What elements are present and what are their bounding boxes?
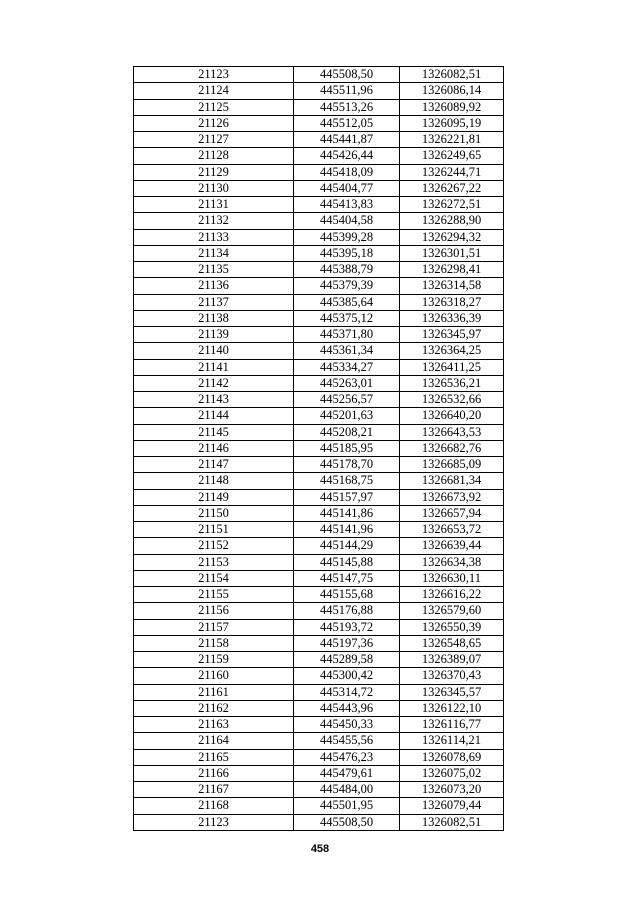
table-row bbox=[134, 343, 504, 359]
table-row bbox=[134, 522, 504, 538]
y-coordinate-cell: 1326336,39 bbox=[400, 310, 504, 326]
x-coordinate-cell: 445208,21 bbox=[294, 424, 400, 440]
table-row bbox=[134, 245, 504, 261]
table-row bbox=[134, 733, 504, 749]
point-number-cell: 21127 bbox=[134, 132, 294, 148]
x-coordinate-cell: 445426,44 bbox=[294, 148, 400, 164]
y-coordinate-cell: 1326685,09 bbox=[400, 457, 504, 473]
y-coordinate-cell: 1326370,43 bbox=[400, 668, 504, 684]
table-row bbox=[134, 213, 504, 229]
x-coordinate-cell: 445289,58 bbox=[294, 652, 400, 668]
x-coordinate-cell: 445418,09 bbox=[294, 164, 400, 180]
point-number-cell: 21128 bbox=[134, 148, 294, 164]
x-coordinate-cell: 445263,01 bbox=[294, 375, 400, 391]
x-coordinate-cell: 445371,80 bbox=[294, 327, 400, 343]
point-number-cell: 21130 bbox=[134, 180, 294, 196]
y-coordinate-cell: 1326249,65 bbox=[400, 148, 504, 164]
y-coordinate-cell: 1326536,21 bbox=[400, 375, 504, 391]
x-coordinate-cell: 445379,39 bbox=[294, 278, 400, 294]
table-row bbox=[134, 262, 504, 278]
x-coordinate-cell: 445176,88 bbox=[294, 603, 400, 619]
table-row bbox=[134, 473, 504, 489]
x-coordinate-cell: 445168,75 bbox=[294, 473, 400, 489]
point-number-cell: 21150 bbox=[134, 505, 294, 521]
x-coordinate-cell: 445484,00 bbox=[294, 782, 400, 798]
x-coordinate-cell: 445361,34 bbox=[294, 343, 400, 359]
y-coordinate-cell: 1326079,44 bbox=[400, 798, 504, 814]
point-number-cell: 21134 bbox=[134, 245, 294, 261]
y-coordinate-cell: 1326086,14 bbox=[400, 83, 504, 99]
table-row bbox=[134, 538, 504, 554]
table-row bbox=[134, 148, 504, 164]
point-number-cell: 21147 bbox=[134, 457, 294, 473]
x-coordinate-cell: 445147,75 bbox=[294, 570, 400, 586]
x-coordinate-cell: 445441,87 bbox=[294, 132, 400, 148]
point-number-cell: 21133 bbox=[134, 229, 294, 245]
point-number-cell: 21123 bbox=[134, 814, 294, 830]
point-number-cell: 21162 bbox=[134, 700, 294, 716]
y-coordinate-cell: 1326301,51 bbox=[400, 245, 504, 261]
table-row bbox=[134, 700, 504, 716]
x-coordinate-cell: 445193,72 bbox=[294, 619, 400, 635]
x-coordinate-cell: 445512,05 bbox=[294, 115, 400, 131]
y-coordinate-cell: 1326095,19 bbox=[400, 115, 504, 131]
y-coordinate-cell: 1326643,53 bbox=[400, 424, 504, 440]
x-coordinate-cell: 445508,50 bbox=[294, 814, 400, 830]
table-row bbox=[134, 278, 504, 294]
point-number-cell: 21138 bbox=[134, 310, 294, 326]
table-row bbox=[134, 132, 504, 148]
y-coordinate-cell: 1326640,20 bbox=[400, 408, 504, 424]
x-coordinate-cell: 445300,42 bbox=[294, 668, 400, 684]
x-coordinate-cell: 445145,88 bbox=[294, 554, 400, 570]
x-coordinate-cell: 445185,95 bbox=[294, 440, 400, 456]
coordinates-table-body bbox=[134, 67, 504, 831]
table-row bbox=[134, 635, 504, 651]
x-coordinate-cell: 445201,63 bbox=[294, 408, 400, 424]
y-coordinate-cell: 1326114,21 bbox=[400, 733, 504, 749]
y-coordinate-cell: 1326634,38 bbox=[400, 554, 504, 570]
table-row bbox=[134, 619, 504, 635]
x-coordinate-cell: 445399,28 bbox=[294, 229, 400, 245]
table-row bbox=[134, 229, 504, 245]
point-number-cell: 21157 bbox=[134, 619, 294, 635]
y-coordinate-cell: 1326681,34 bbox=[400, 473, 504, 489]
table-row bbox=[134, 717, 504, 733]
table-row bbox=[134, 457, 504, 473]
y-coordinate-cell: 1326089,92 bbox=[400, 99, 504, 115]
table-row bbox=[134, 570, 504, 586]
point-number-cell: 21148 bbox=[134, 473, 294, 489]
point-number-cell: 21145 bbox=[134, 424, 294, 440]
table-row bbox=[134, 798, 504, 814]
point-number-cell: 21144 bbox=[134, 408, 294, 424]
y-coordinate-cell: 1326082,51 bbox=[400, 814, 504, 830]
point-number-cell: 21146 bbox=[134, 440, 294, 456]
y-coordinate-cell: 1326078,69 bbox=[400, 749, 504, 765]
y-coordinate-cell: 1326364,25 bbox=[400, 343, 504, 359]
table-row bbox=[134, 310, 504, 326]
y-coordinate-cell: 1326550,39 bbox=[400, 619, 504, 635]
table-row bbox=[134, 67, 504, 83]
x-coordinate-cell: 445413,83 bbox=[294, 197, 400, 213]
x-coordinate-cell: 445476,23 bbox=[294, 749, 400, 765]
table-row bbox=[134, 489, 504, 505]
y-coordinate-cell: 1326267,22 bbox=[400, 180, 504, 196]
y-coordinate-cell: 1326657,94 bbox=[400, 505, 504, 521]
point-number-cell: 21132 bbox=[134, 213, 294, 229]
y-coordinate-cell: 1326411,25 bbox=[400, 359, 504, 375]
x-coordinate-cell: 445404,58 bbox=[294, 213, 400, 229]
y-coordinate-cell: 1326630,11 bbox=[400, 570, 504, 586]
point-number-cell: 21142 bbox=[134, 375, 294, 391]
table-row bbox=[134, 749, 504, 765]
x-coordinate-cell: 445508,50 bbox=[294, 67, 400, 83]
x-coordinate-cell: 445314,72 bbox=[294, 684, 400, 700]
table-row bbox=[134, 554, 504, 570]
point-number-cell: 21154 bbox=[134, 570, 294, 586]
point-number-cell: 21165 bbox=[134, 749, 294, 765]
table-row bbox=[134, 505, 504, 521]
point-number-cell: 21158 bbox=[134, 635, 294, 651]
x-coordinate-cell: 445197,36 bbox=[294, 635, 400, 651]
point-number-cell: 21153 bbox=[134, 554, 294, 570]
table-row bbox=[134, 668, 504, 684]
y-coordinate-cell: 1326272,51 bbox=[400, 197, 504, 213]
x-coordinate-cell: 445388,79 bbox=[294, 262, 400, 278]
x-coordinate-cell: 445256,57 bbox=[294, 392, 400, 408]
point-number-cell: 21152 bbox=[134, 538, 294, 554]
y-coordinate-cell: 1326294,32 bbox=[400, 229, 504, 245]
page-number: 458 bbox=[310, 843, 330, 855]
x-coordinate-cell: 445157,97 bbox=[294, 489, 400, 505]
table-row bbox=[134, 765, 504, 781]
x-coordinate-cell: 445511,96 bbox=[294, 83, 400, 99]
table-row bbox=[134, 603, 504, 619]
y-coordinate-cell: 1326314,58 bbox=[400, 278, 504, 294]
table-row bbox=[134, 684, 504, 700]
point-number-cell: 21141 bbox=[134, 359, 294, 375]
table-row bbox=[134, 814, 504, 830]
x-coordinate-cell: 445144,29 bbox=[294, 538, 400, 554]
table-row bbox=[134, 424, 504, 440]
point-number-cell: 21167 bbox=[134, 782, 294, 798]
point-number-cell: 21129 bbox=[134, 164, 294, 180]
point-number-cell: 21164 bbox=[134, 733, 294, 749]
table-row bbox=[134, 164, 504, 180]
point-number-cell: 21131 bbox=[134, 197, 294, 213]
y-coordinate-cell: 1326298,41 bbox=[400, 262, 504, 278]
y-coordinate-cell: 1326548,65 bbox=[400, 635, 504, 651]
y-coordinate-cell: 1326318,27 bbox=[400, 294, 504, 310]
x-coordinate-cell: 445450,33 bbox=[294, 717, 400, 733]
x-coordinate-cell: 445513,26 bbox=[294, 99, 400, 115]
y-coordinate-cell: 1326244,71 bbox=[400, 164, 504, 180]
table-row bbox=[134, 99, 504, 115]
x-coordinate-cell: 445455,56 bbox=[294, 733, 400, 749]
table-row bbox=[134, 408, 504, 424]
x-coordinate-cell: 445479,61 bbox=[294, 765, 400, 781]
table-row bbox=[134, 359, 504, 375]
point-number-cell: 21159 bbox=[134, 652, 294, 668]
y-coordinate-cell: 1326389,07 bbox=[400, 652, 504, 668]
x-coordinate-cell: 445141,86 bbox=[294, 505, 400, 521]
y-coordinate-cell: 1326288,90 bbox=[400, 213, 504, 229]
y-coordinate-cell: 1326221,81 bbox=[400, 132, 504, 148]
table-row bbox=[134, 652, 504, 668]
coordinates-table bbox=[133, 66, 504, 831]
x-coordinate-cell: 445375,12 bbox=[294, 310, 400, 326]
point-number-cell: 21163 bbox=[134, 717, 294, 733]
y-coordinate-cell: 1326345,57 bbox=[400, 684, 504, 700]
point-number-cell: 21156 bbox=[134, 603, 294, 619]
x-coordinate-cell: 445385,64 bbox=[294, 294, 400, 310]
y-coordinate-cell: 1326073,20 bbox=[400, 782, 504, 798]
x-coordinate-cell: 445443,96 bbox=[294, 700, 400, 716]
y-coordinate-cell: 1326616,22 bbox=[400, 587, 504, 603]
point-number-cell: 21155 bbox=[134, 587, 294, 603]
point-number-cell: 21125 bbox=[134, 99, 294, 115]
y-coordinate-cell: 1326082,51 bbox=[400, 67, 504, 83]
table-row bbox=[134, 83, 504, 99]
point-number-cell: 21123 bbox=[134, 67, 294, 83]
point-number-cell: 21126 bbox=[134, 115, 294, 131]
y-coordinate-cell: 1326116,77 bbox=[400, 717, 504, 733]
point-number-cell: 21143 bbox=[134, 392, 294, 408]
x-coordinate-cell: 445404,77 bbox=[294, 180, 400, 196]
x-coordinate-cell: 445334,27 bbox=[294, 359, 400, 375]
y-coordinate-cell: 1326075,02 bbox=[400, 765, 504, 781]
x-coordinate-cell: 445395,18 bbox=[294, 245, 400, 261]
point-number-cell: 21149 bbox=[134, 489, 294, 505]
table-row bbox=[134, 197, 504, 213]
x-coordinate-cell: 445501,95 bbox=[294, 798, 400, 814]
y-coordinate-cell: 1326682,76 bbox=[400, 440, 504, 456]
table-row bbox=[134, 392, 504, 408]
y-coordinate-cell: 1326345,97 bbox=[400, 327, 504, 343]
table-row bbox=[134, 327, 504, 343]
point-number-cell: 21137 bbox=[134, 294, 294, 310]
point-number-cell: 21168 bbox=[134, 798, 294, 814]
point-number-cell: 21160 bbox=[134, 668, 294, 684]
point-number-cell: 21139 bbox=[134, 327, 294, 343]
table-row bbox=[134, 375, 504, 391]
table-row bbox=[134, 115, 504, 131]
y-coordinate-cell: 1326673,92 bbox=[400, 489, 504, 505]
table-row bbox=[134, 180, 504, 196]
y-coordinate-cell: 1326579,60 bbox=[400, 603, 504, 619]
x-coordinate-cell: 445155,68 bbox=[294, 587, 400, 603]
point-number-cell: 21124 bbox=[134, 83, 294, 99]
x-coordinate-cell: 445141,96 bbox=[294, 522, 400, 538]
y-coordinate-cell: 1326653,72 bbox=[400, 522, 504, 538]
x-coordinate-cell: 445178,70 bbox=[294, 457, 400, 473]
point-number-cell: 21166 bbox=[134, 765, 294, 781]
point-number-cell: 21151 bbox=[134, 522, 294, 538]
y-coordinate-cell: 1326122,10 bbox=[400, 700, 504, 716]
point-number-cell: 21136 bbox=[134, 278, 294, 294]
table-row bbox=[134, 294, 504, 310]
point-number-cell: 21161 bbox=[134, 684, 294, 700]
y-coordinate-cell: 1326639,44 bbox=[400, 538, 504, 554]
table-row bbox=[134, 440, 504, 456]
point-number-cell: 21135 bbox=[134, 262, 294, 278]
table-row bbox=[134, 782, 504, 798]
point-number-cell: 21140 bbox=[134, 343, 294, 359]
y-coordinate-cell: 1326532,66 bbox=[400, 392, 504, 408]
table-row bbox=[134, 587, 504, 603]
